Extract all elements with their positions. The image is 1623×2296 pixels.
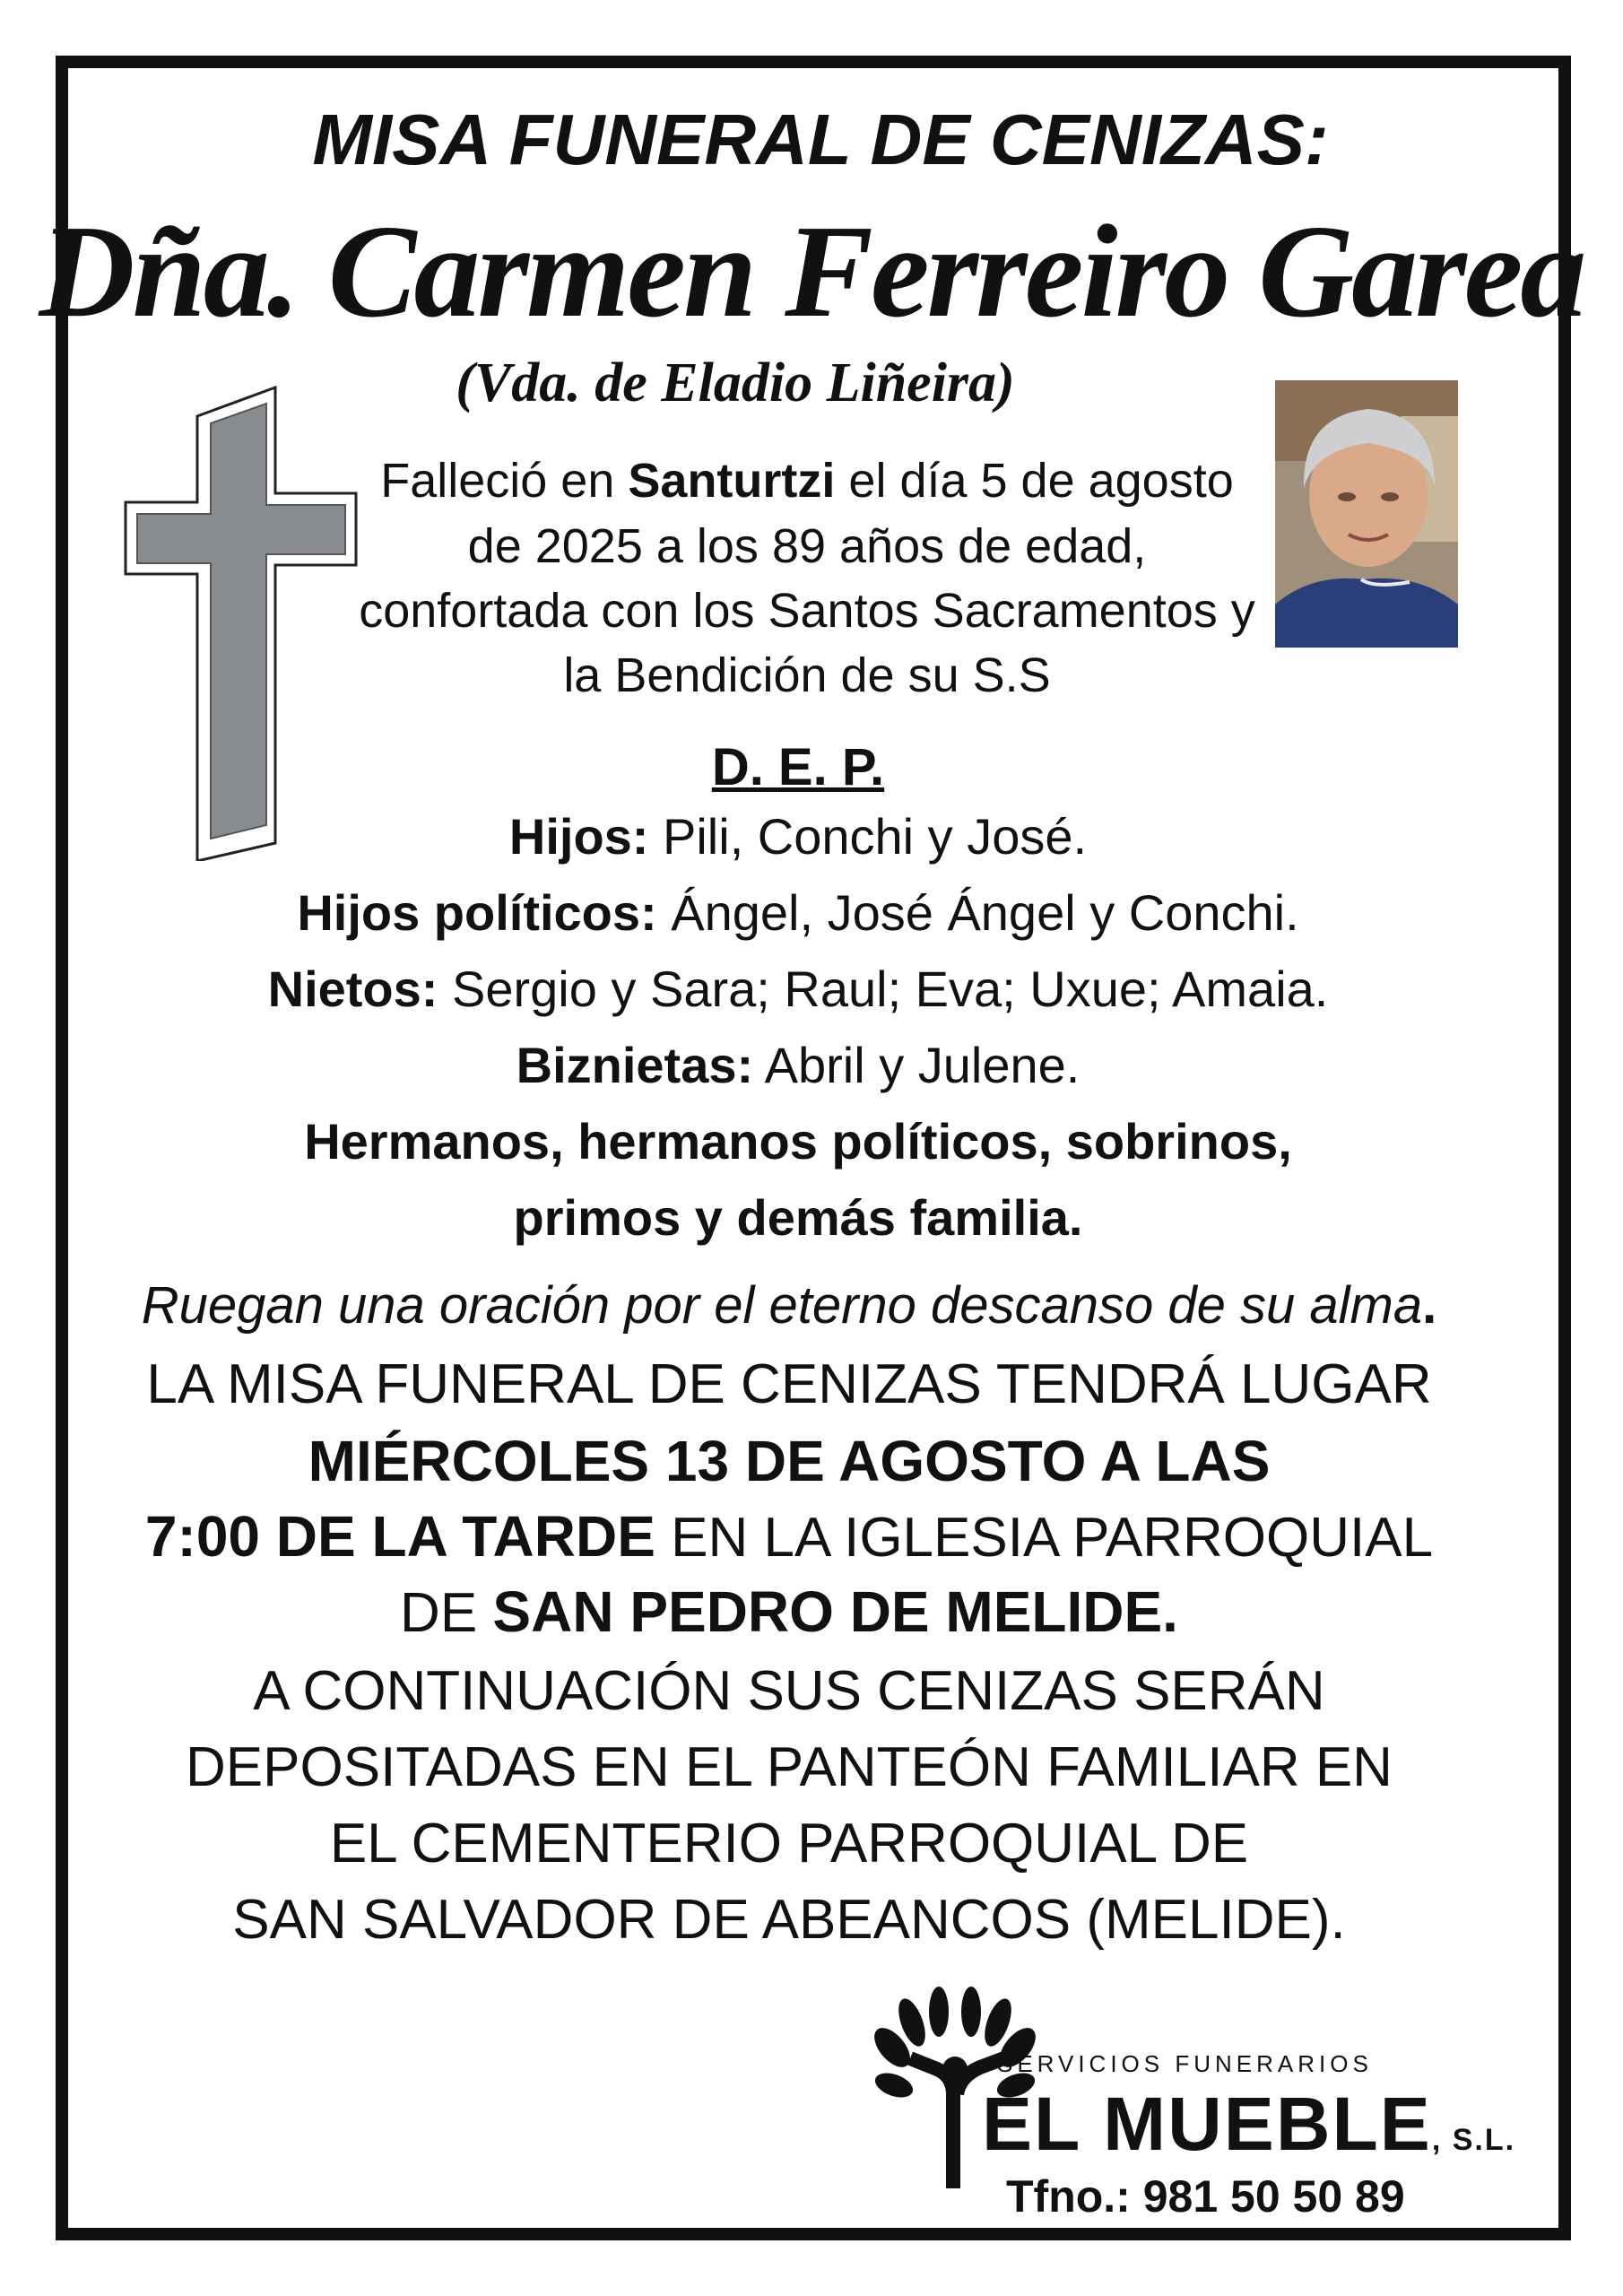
- family-names: Abril y Julene.: [753, 1037, 1081, 1093]
- widow-line: (Vda. de Eladio Liñeira): [456, 352, 1015, 413]
- dep-label: D. E. P.: [711, 738, 885, 796]
- mass-line-6: DEPOSITADAS EN EL PANTEÓN FAMILIAR EN: [186, 1736, 1393, 1798]
- mass-line-5: A CONTINUACIÓN SUS CENIZAS SERÁN: [253, 1660, 1325, 1722]
- mass-line-2: [81, 1428, 1497, 1494]
- deceased-name: Dña. Carmen Ferreiro Garea: [39, 198, 1584, 345]
- mass-line-7: EL CEMENTERIO PARROQUIAL DE: [329, 1813, 1249, 1874]
- mass-date: MIÉRCOLES 13 DE AGOSTO A LAS: [308, 1429, 1271, 1493]
- mass-line-8: SAN SALVADOR DE ABEANCOS (MELIDE).: [232, 1889, 1346, 1951]
- family-names: Ángel, José Ángel y Conchi.: [656, 884, 1299, 941]
- logo-brand-text: EL MUEBLE: [982, 2082, 1432, 2166]
- mass-church: SAN PEDRO DE MELIDE.: [492, 1579, 1178, 1644]
- prayer-line: [81, 1275, 1497, 1335]
- logo-suffix: , S.L.: [1431, 2123, 1516, 2157]
- family-line: [108, 1036, 1488, 1094]
- family-line: [108, 883, 1488, 942]
- family-label: Nietos:: [267, 961, 438, 1017]
- mass-time: 7:00 DE LA TARDE: [144, 1504, 655, 1569]
- notice-heading: MISA FUNERAL DE CENIZAS:: [312, 100, 1329, 179]
- family-extra-line: Hermanos, hermanos políticos, sobrinos,: [304, 1113, 1292, 1170]
- family-extra-line: primos y demás familia.: [513, 1189, 1083, 1246]
- death-info-text: Falleció en: [380, 454, 629, 508]
- death-info-line-2: de 2025 a los 89 años de edad,: [467, 519, 1147, 573]
- death-place: Santurtzi: [628, 454, 836, 508]
- family-label: Hijos políticos:: [297, 884, 657, 941]
- mass-line-4: [81, 1578, 1497, 1645]
- prayer-text: Ruegan una oración por el eterno descanso de su alma: [141, 1276, 1423, 1335]
- logo-phone: Tfno.: 981 50 50 89: [1006, 2171, 1405, 2222]
- death-info-text: el día 5 de agosto: [835, 454, 1234, 508]
- family-names: Sergio y Sara; Raul; Eva; Uxue; Amaia.: [438, 961, 1329, 1017]
- logo-tagline: SERVICIOS FUNERARIOS: [997, 2050, 1373, 2077]
- mass-line-1: LA MISA FUNERAL DE CENIZAS TENDRÁ LUGAR: [146, 1353, 1432, 1415]
- mass-place-text: DE: [400, 1582, 493, 1644]
- death-info-line-1: [224, 453, 1390, 509]
- family-names: Pili, Conchi y José.: [648, 808, 1088, 865]
- prayer-end: .: [1422, 1276, 1437, 1335]
- mass-line-3: [81, 1503, 1497, 1570]
- family-label: Biznietas:: [516, 1037, 754, 1093]
- family-line: [108, 807, 1488, 865]
- family-label: Hijos:: [508, 808, 649, 865]
- mass-place-text: EN LA IGLESIA PARROQUIAL: [655, 1507, 1434, 1569]
- death-info-line-4: la Bendición de su S.S: [563, 648, 1051, 702]
- family-line: [108, 960, 1488, 1018]
- logo-brand: [982, 2081, 1515, 2168]
- death-info-line-3: confortada con los Santos Sacramentos y: [359, 584, 1255, 638]
